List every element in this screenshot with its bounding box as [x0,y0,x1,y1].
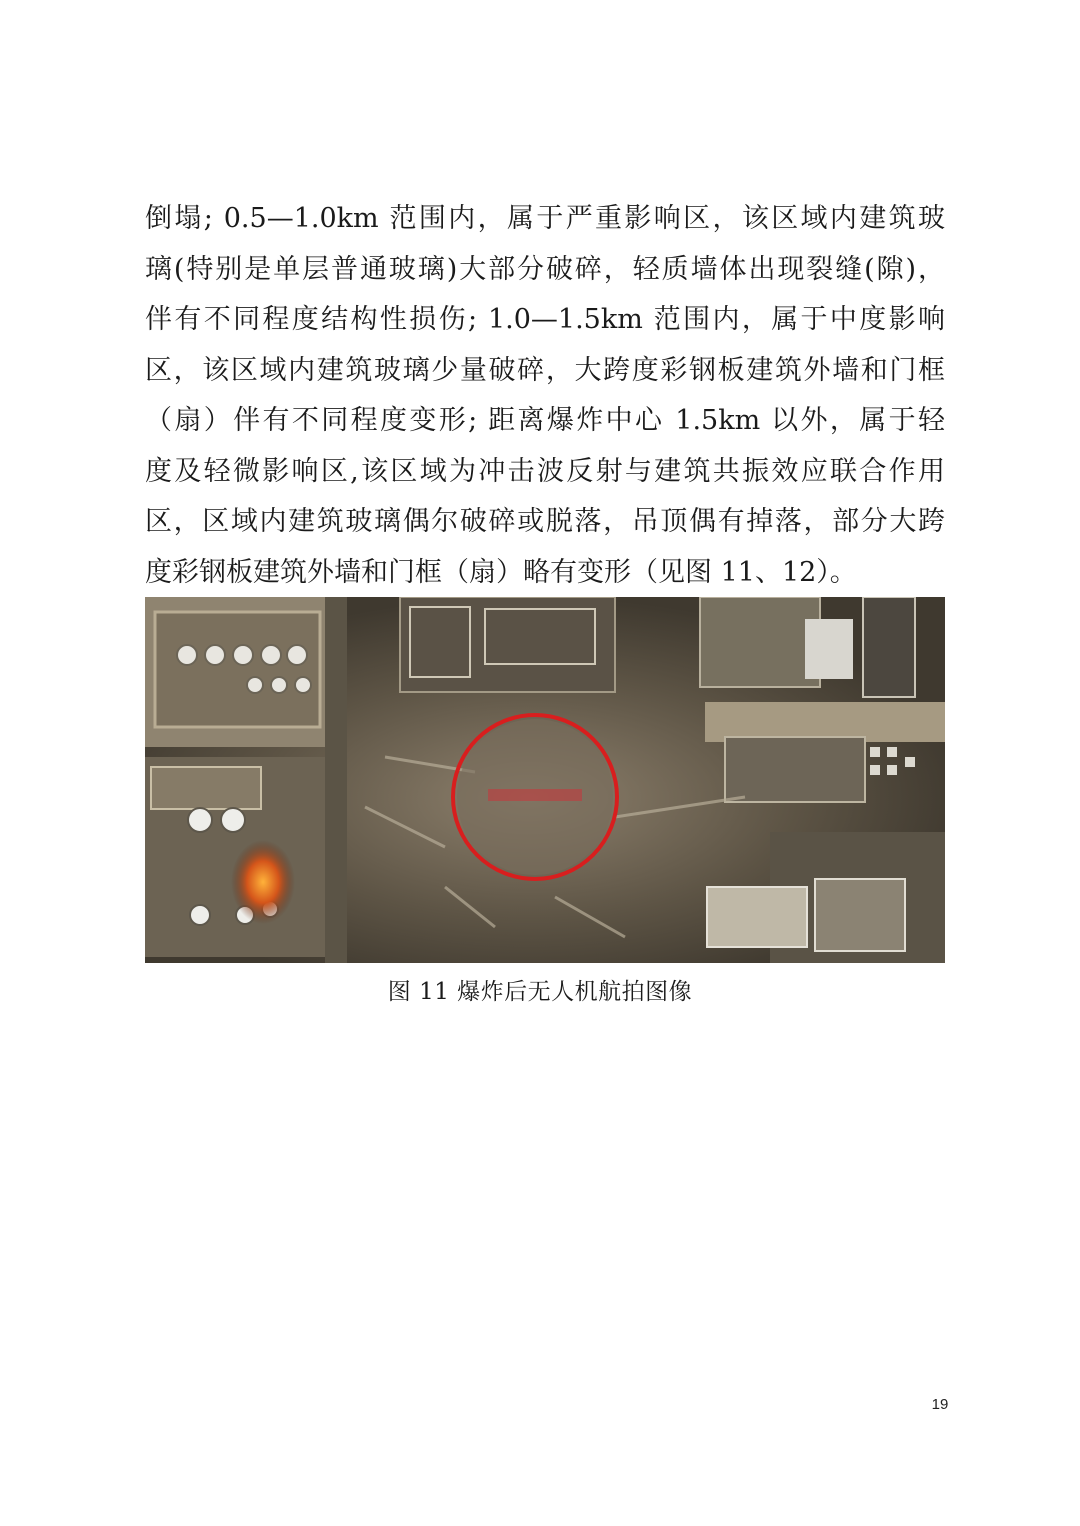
paragraph-line-text: 区，区域内建筑玻璃偶尔破碎或脱落，吊顶偶有掉落，部分大跨 [145,506,945,537]
paragraph-line [145,497,945,548]
body-paragraph [145,194,945,598]
paragraph-line [145,346,945,397]
paragraph-line [145,194,945,245]
paragraph-line-text: 度彩钢板建筑外墙和门框（扇）略有变形（见图 11、12）。 [145,556,857,588]
paragraph-line [145,548,945,599]
paragraph-line [145,447,945,498]
page-number: 19 [931,1396,949,1413]
paragraph-line [145,245,945,296]
paragraph-line-text: 区，该区域内建筑玻璃少量破碎，大跨度彩钢板建筑外墙和门框 [145,354,945,386]
paragraph-line-text: 度及轻微影响区,该区域为冲击波反射与建筑共振效应联合作用 [145,455,945,487]
aerial-photo [145,597,945,963]
paragraph-line [145,295,945,346]
aerial-photo-figure [145,597,945,963]
paragraph-line-text: 璃(特别是单层普通玻璃)大部分破碎，轻质墙体出现裂缝(隙)， [145,253,945,285]
paragraph-line [145,396,945,447]
figure-caption: 图 11 爆炸后无人机航拍图像 [387,979,693,1005]
paragraph-line-text: （扇）伴有不同程度变形; 距离爆炸中心 1.5km 以外，属于轻 [145,405,945,436]
paragraph-line-text: 倒塌; 0.5—1.0km 范围内，属于严重影响区，该区域内建筑玻 [145,203,945,234]
paragraph-line-text: 伴有不同程度结构性损伤; 1.0—1.5km 范围内，属于中度影响 [145,304,945,335]
